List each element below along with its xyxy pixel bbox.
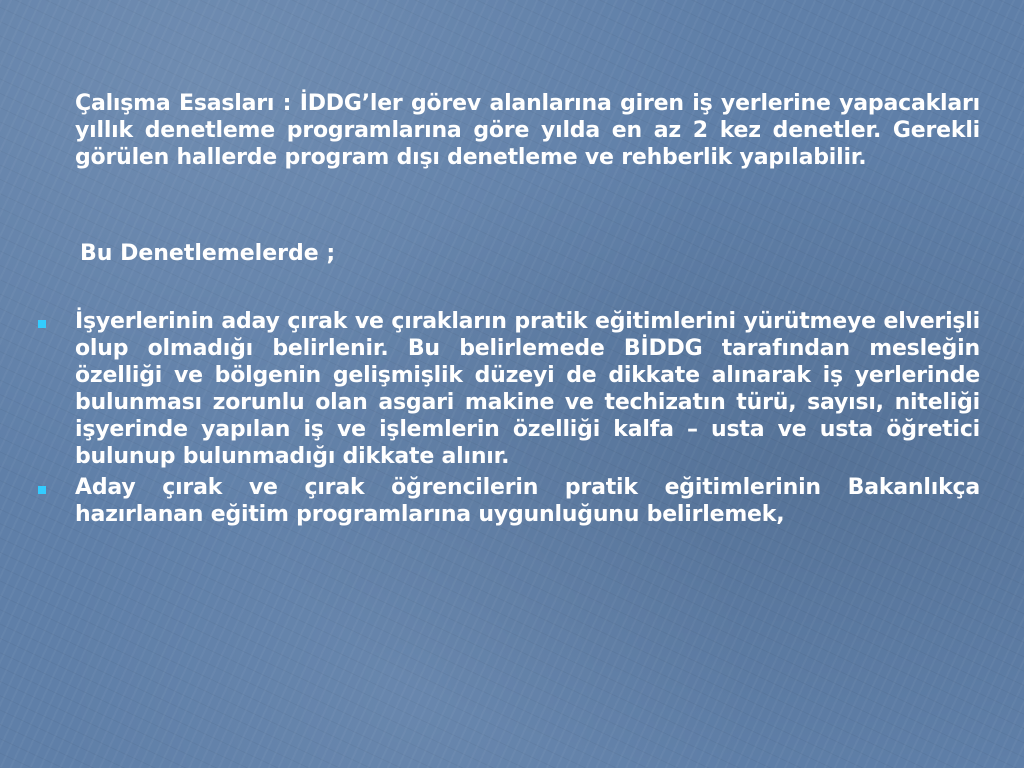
list-item: [30, 308, 980, 470]
bullet-text: Aday çırak ve çırak öğrencilerin pratik eğitimlerinin Bakanlıkça hazırlanan eğitim programlarına uygunluğunu belirlemek,: [75, 475, 980, 527]
square-bullet-icon: [38, 320, 46, 328]
bullet-text: İşyerlerinin aday çırak ve çırakların pratik eğitimlerini yürütmeye elverişli olup olmadığı belirlenir. Bu belirlemede BİDDG tarafından mesleğin özelliği ve bölgenin gelişmişlik düzeyi de dikkate alınarak iş yerlerinde bulunması zorunlu olan asgari makine ve techizatın türü, sayısı, niteliği işyerinde yapılan iş ve işlemlerin özelliği kalfa – usta ve usta öğretici bulunup bulunmadığı dikkate alınır.: [75, 309, 980, 469]
intro-paragraph: Çalışma Esasları : İDDG’ler görev alanlarına giren iş yerlerine yapacakları yıllık denetleme programlarına göre yılda en az 2 kez denetler. Gerekli görülen hallerde program dışı denetleme ve rehberlik yapılabilir.: [75, 91, 980, 170]
square-bullet-icon: [38, 486, 46, 494]
list-item: [30, 474, 980, 528]
bullet-list: [30, 308, 980, 532]
subheading: Bu Denetlemelerde ;: [80, 241, 336, 266]
